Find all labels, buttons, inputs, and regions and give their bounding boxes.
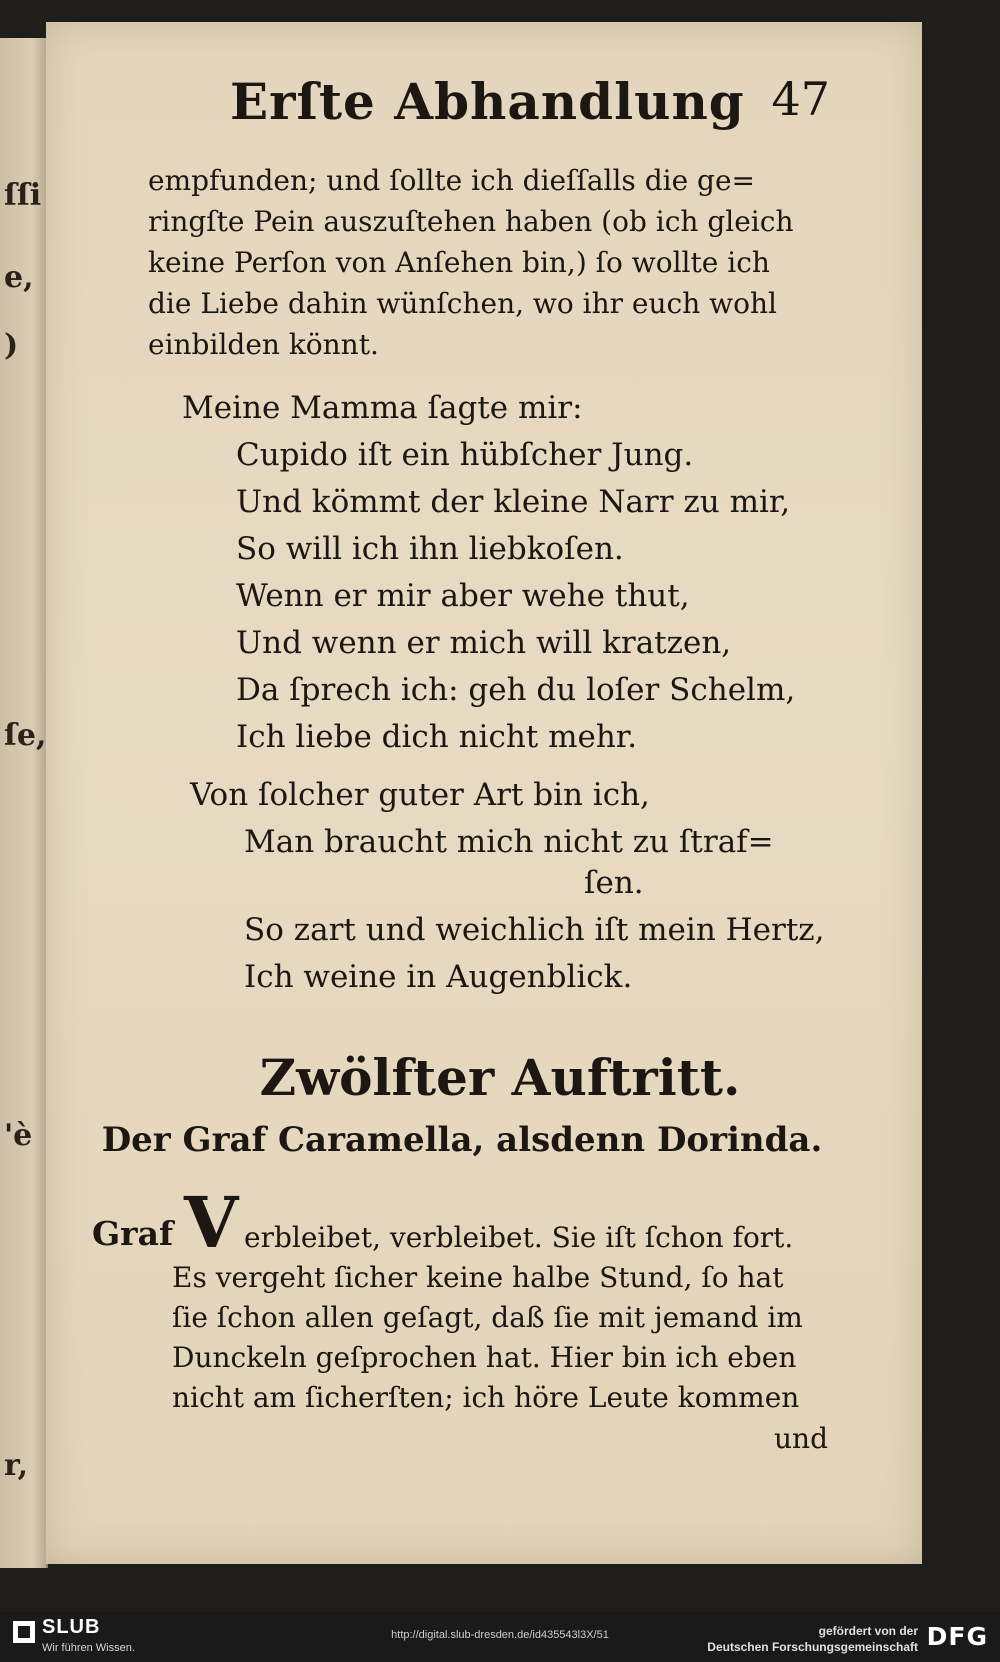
speech-line: erbleibet, verbleibet. Sie iſt ſchon fort. [244,1221,794,1254]
verse-line: Und wenn er mich will kratzen, [236,625,732,661]
verse-line: Ich weine in Augenblick. [244,959,633,995]
speech-line: Dunckeln geſprochen hat. Hier bin ich eben [172,1341,797,1374]
drop-cap: V [184,1181,239,1264]
speech-line: Es vergeht ſicher keine halbe Stund, ſo hat [172,1261,784,1294]
prose-line: empfunden; und ſollte ich dieſſalls die ge= [148,164,756,197]
margin-fragment: ſe, [4,718,47,753]
speech-line: ſie ſchon allen geſagt, daß ſie mit jemand im [172,1301,803,1334]
verse-line: Meine Mamma ſagte mir: [182,390,583,426]
funding-text-line2: Deutschen Forschungsgemeinschaft [707,1640,918,1654]
verse-line: Da ſprech ich: geh du loſer Schelm, [236,672,796,708]
prose-line: die Liebe dahin wünſchen, wo ihr euch wohl [148,287,777,320]
verse-line: Ich liebe dich nicht mehr. [236,719,638,755]
verse-line: So will ich ihn liebkoſen. [236,531,624,567]
permalink[interactable]: http://digital.slub-dresden.de/id435543l3X/51 [391,1629,609,1641]
margin-fragment: ſſi [4,178,42,213]
dramatis-personae: Der Graf Caramella, alsdenn Dorinda. [101,1120,823,1160]
speech-line: nicht am ſicherſten; ich höre Leute kommen [172,1381,800,1414]
institution-name[interactable]: SLUB [42,1616,101,1638]
funding-text-line1: gefördert von der [818,1624,918,1638]
verse-line: Von ſolcher guter Art bin ich, [190,777,650,813]
prose-block [148,160,808,365]
verse-line: Man braucht mich nicht zu ſtraf= [244,824,774,860]
verse-line: ſen. [584,865,644,901]
prose-line: ringſte Pein auszuſtehen haben (ob ich gleich [148,205,794,238]
margin-fragment: e, [4,260,34,295]
margin-fragment: 'è [4,1118,33,1153]
scene-title: Zwölfter Auftritt. [259,1048,741,1107]
prose-line: keine Perſon von Anſehen bin,) ſo wollte ich [148,246,770,279]
institution-tagline: Wir führen Wissen. [42,1642,135,1654]
verse-line: Wenn er mir aber wehe thut, [236,578,690,614]
verse-line: So zart und weichlich iſt mein Hertz, [244,912,825,948]
margin-fragment: ) [4,328,19,363]
dfg-logo[interactable]: DFG [926,1622,988,1651]
previous-page-edge [0,38,48,1568]
margin-fragment: r, [4,1448,29,1483]
speaker-name: Graf [92,1214,174,1253]
prose-line: einbilden könnt. [148,328,379,361]
verse-line: Cupido iſt ein hübſcher Jung. [236,437,694,473]
viewer-footer [0,1612,1000,1662]
verse-line: Und kömmt der kleine Narr zu mir, [236,484,791,520]
page-number: 47 [771,72,830,126]
running-header [190,72,830,142]
catchword: und [774,1422,828,1455]
header-title: Erſte Abhandlung [230,72,745,131]
